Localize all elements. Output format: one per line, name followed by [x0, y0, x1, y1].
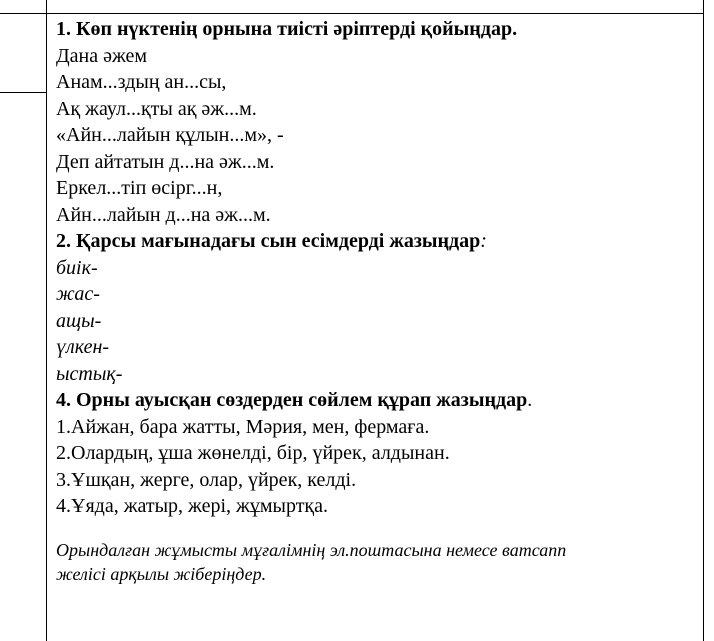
task4-heading-text: 4. Орны ауысқан сөздерден сөйлем құрап жазыңдар — [56, 389, 528, 411]
sentence-item: 4.Ұяда, жатыр, жері, жұмыртқа. — [56, 495, 329, 517]
adjective-item: үлкен- — [56, 336, 110, 358]
sentence-item: 3.Ұшқан, жерге, олар, үйрек, келді. — [56, 468, 357, 491]
poem-line: Айн...лайын д...на әж...м. — [56, 203, 271, 226]
sentence-item: 2.Олардың, ұша жөнелді, бір, үйрек, алдынан. — [56, 442, 450, 464]
poem-line: Дана әжем — [56, 44, 148, 67]
task4-heading — [56, 387, 701, 414]
submission-note-line: желісі арқылы жіберіңдер. — [56, 563, 267, 584]
table-row-divider — [0, 92, 47, 93]
task1-heading: 1. Көп нүктенің орнына тиісті әріптерді қойыңдар. — [56, 18, 518, 40]
poem-line: Ақ жаул...қты ақ әж...м. — [56, 97, 257, 120]
worksheet-content — [56, 16, 701, 586]
task2-heading-text: 2. Қарсы мағынадағы сын есімдерді жазыңдар — [56, 230, 481, 252]
adjective-item: жас- — [56, 283, 100, 305]
task2-heading — [56, 228, 701, 255]
poem-line: Анам...здың ан...сы, — [56, 71, 227, 93]
adjective-item: биік- — [56, 256, 98, 279]
table-left-border — [46, 0, 47, 641]
table-right-border — [703, 0, 704, 641]
submission-note-line: Орындалған жұмысты мұғалімнің эл.поштасына немесе ватсапп — [56, 539, 567, 560]
adjective-item: ыстық- — [56, 362, 123, 385]
task4-heading-period: . — [527, 389, 533, 411]
sentence-item: 1.Айжан, бара жатты, Мәрия, мен, фермаға. — [56, 415, 430, 438]
table-top-border — [0, 13, 704, 14]
poem-line: Еркел...тіп өсірг...н, — [56, 177, 223, 199]
adjective-item: ащы- — [56, 309, 102, 332]
poem-line: «Айн...лайын құлын...м», - — [56, 124, 284, 146]
task2-heading-colon: : — [480, 230, 487, 252]
poem-line: Деп айтатын д...на әж...м. — [56, 150, 275, 173]
submission-note — [56, 538, 701, 586]
